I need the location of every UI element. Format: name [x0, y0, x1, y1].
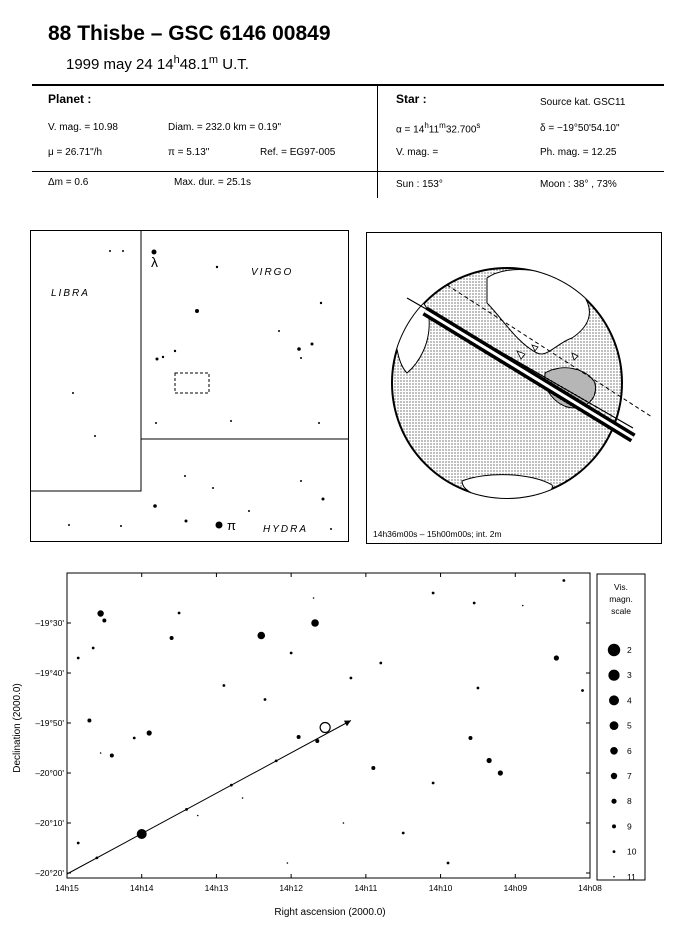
moon-info: Moon : 38° , 73% [540, 179, 617, 190]
chart-stars [77, 579, 584, 864]
x-tick-label: 14h13 [204, 883, 229, 893]
finder-star [184, 475, 186, 477]
chart-star [432, 782, 435, 785]
target-star-marker [320, 723, 330, 733]
constellation-label-virgo: VIRGO [251, 267, 294, 278]
delta-magnitude: Δm = 0.6 [48, 177, 89, 188]
finder-star [297, 347, 301, 351]
finder-star [318, 422, 320, 424]
finder-chart [30, 230, 349, 542]
legend-label: 4 [627, 695, 632, 706]
globe-svg [367, 233, 661, 543]
finder-star [94, 435, 96, 437]
finder-star [72, 392, 74, 394]
y-tick-label: –19°40' [35, 668, 64, 678]
chart-star [223, 684, 226, 687]
path-time-marker [185, 808, 188, 811]
chart-star [371, 766, 375, 770]
chart-star [379, 662, 382, 665]
y-tick-label: –19°30' [35, 618, 64, 628]
legend-label: 8 [627, 796, 632, 807]
legend-symbol [610, 747, 618, 755]
max-duration: Max. dur. = 25.1s [174, 177, 251, 188]
finder-star [156, 358, 159, 361]
finder-star [311, 343, 314, 346]
path-time-marker [275, 759, 278, 762]
finder-star [68, 524, 70, 526]
constellation-boundary-libra [31, 231, 141, 491]
finder-star [122, 250, 124, 252]
chart-star [468, 736, 472, 740]
finder-star [212, 487, 214, 489]
legend-label: 9 [627, 821, 632, 832]
finder-star [109, 250, 111, 252]
asteroid-position [137, 829, 147, 839]
chart-star [97, 610, 103, 616]
legend-box [597, 574, 645, 880]
legend-symbol [609, 695, 619, 705]
chart-star [100, 752, 102, 754]
finder-stars [68, 250, 332, 531]
legend-symbol [611, 799, 616, 804]
finder-star [152, 250, 157, 255]
finder-star [230, 420, 232, 422]
star-heading: Star : [396, 92, 427, 106]
chart-star [264, 698, 267, 701]
chart-star [92, 647, 95, 650]
x-tick-label: 14h11 [354, 883, 378, 893]
planet-parallax: π = 5.13" [168, 147, 210, 158]
finder-star [322, 498, 325, 501]
chart-star [197, 815, 199, 817]
chart-star [562, 579, 565, 582]
chart-star [313, 597, 315, 599]
chart-star [77, 842, 80, 845]
star-delta: δ = −19°50'54.10" [540, 123, 620, 134]
finder-star [195, 309, 199, 313]
chart-star [287, 862, 289, 864]
planet-diameter: Diam. = 232.0 km = 0.19" [168, 122, 282, 133]
chart-star [432, 592, 435, 595]
chart-star [522, 605, 524, 607]
sun-elongation: Sun : 153° [396, 179, 443, 190]
header-rule-middle [32, 171, 664, 172]
chart-star [311, 619, 319, 627]
finder-star [278, 330, 280, 332]
finder-star [174, 350, 176, 352]
finder-star [153, 504, 157, 508]
chart-star [178, 612, 181, 615]
star-vmag: V. mag. = [396, 147, 439, 158]
x-tick-label: 14h10 [428, 883, 453, 893]
legend-label: 10 [627, 846, 637, 857]
y-axis-label: Declination (2000.0) [12, 683, 23, 773]
x-tick-label: 14h09 [503, 883, 528, 893]
globe-caption: 14h36m00s – 15h00m00s; int. 2m [373, 529, 502, 539]
legend-label: 11 [627, 871, 636, 882]
x-tick-label: 14h15 [55, 883, 79, 893]
legend-symbol [613, 850, 616, 853]
legend-symbol [610, 721, 619, 730]
constellation-label-hydra: HYDRA [263, 524, 309, 535]
x-axis-label: Right ascension (2000.0) [274, 907, 386, 918]
finder-star [185, 520, 188, 523]
chart-star [102, 619, 106, 623]
finder-star [162, 356, 164, 358]
y-tick-label: –19°50' [35, 718, 64, 728]
x-tick-label: 14h12 [279, 883, 303, 893]
chart-path [67, 721, 351, 875]
target-field-box [175, 373, 209, 393]
x-tick-label: 14h14 [129, 883, 154, 893]
finder-star [300, 480, 302, 482]
star-alpha: $\alpha = 14^h11^m32.700^s$ [396, 121, 481, 136]
path-time-marker [95, 856, 98, 859]
chart-star [447, 862, 450, 865]
chart-star [473, 602, 476, 605]
finder-star [320, 302, 322, 304]
finder-star [216, 266, 218, 268]
legend-title: Vis. [613, 582, 629, 592]
star-symbol-pi: π [227, 518, 236, 533]
chart-star [350, 677, 353, 680]
path-time-marker [230, 784, 233, 787]
chart-star [257, 632, 265, 640]
legend-label: 2 [627, 645, 632, 655]
chart-star [581, 689, 584, 692]
legend-title: magn. [609, 594, 633, 604]
x-tick-label: 14h08 [578, 883, 602, 893]
chart-star [77, 657, 80, 660]
page-title: 88 Thisbe – GSC 6146 00849 [48, 22, 331, 45]
chart-star [87, 719, 91, 723]
finder-star [120, 525, 122, 527]
finder-star [330, 528, 332, 530]
y-tick-label: –20°00' [35, 768, 64, 778]
planet-vmag: V. mag. = 10.98 [48, 122, 118, 133]
legend-symbol [611, 773, 617, 779]
star-photo-mag: Ph. mag. = 12.25 [540, 147, 617, 158]
chart-star [290, 652, 293, 655]
star-symbol-lambda: λ [151, 254, 158, 270]
asteroid-path [67, 721, 351, 875]
event-date: 1999 may 24 14$^h$48.1$^m$ U.T. [66, 54, 249, 73]
finder-star [155, 422, 157, 424]
globe-panel [366, 232, 662, 544]
chart-star [110, 754, 114, 758]
finder-star [216, 522, 223, 529]
chart-star [487, 758, 492, 763]
detail-chart [0, 566, 680, 926]
chart-star [242, 797, 244, 799]
chart-star [170, 636, 174, 640]
header-divider [377, 86, 378, 198]
legend-label: 5 [627, 720, 632, 731]
star-source: Source kat. GSC11 [540, 97, 626, 108]
planet-motion: μ = 26.71"/h [48, 147, 103, 158]
legend-label: 3 [627, 670, 632, 681]
chart-star [554, 655, 559, 660]
legend-symbol [613, 876, 615, 878]
chart-star [297, 735, 301, 739]
chart-star [498, 770, 503, 775]
legend-symbol [608, 670, 619, 681]
header-rule-top [32, 84, 664, 86]
y-tick-label: –20°20' [35, 868, 64, 878]
planet-reference: Ref. = EG97-005 [260, 147, 336, 158]
chart-star [402, 832, 405, 835]
legend-symbol [608, 644, 620, 656]
planet-heading: Planet : [48, 92, 92, 106]
legend-label: 7 [627, 771, 632, 781]
finder-star [248, 510, 250, 512]
constellation-label-libra: LIBRA [51, 288, 90, 299]
legend-symbol [612, 824, 616, 828]
y-tick-label: –20°10' [35, 818, 64, 828]
chart-star [147, 730, 152, 735]
legend-label: 6 [627, 745, 632, 756]
chart-star [477, 687, 480, 690]
chart-star [133, 737, 136, 740]
legend-title: scale [611, 606, 631, 616]
finder-chart-svg [31, 231, 348, 541]
chart-star [343, 822, 345, 824]
finder-star [300, 357, 302, 359]
magnitude-legend [597, 574, 645, 882]
